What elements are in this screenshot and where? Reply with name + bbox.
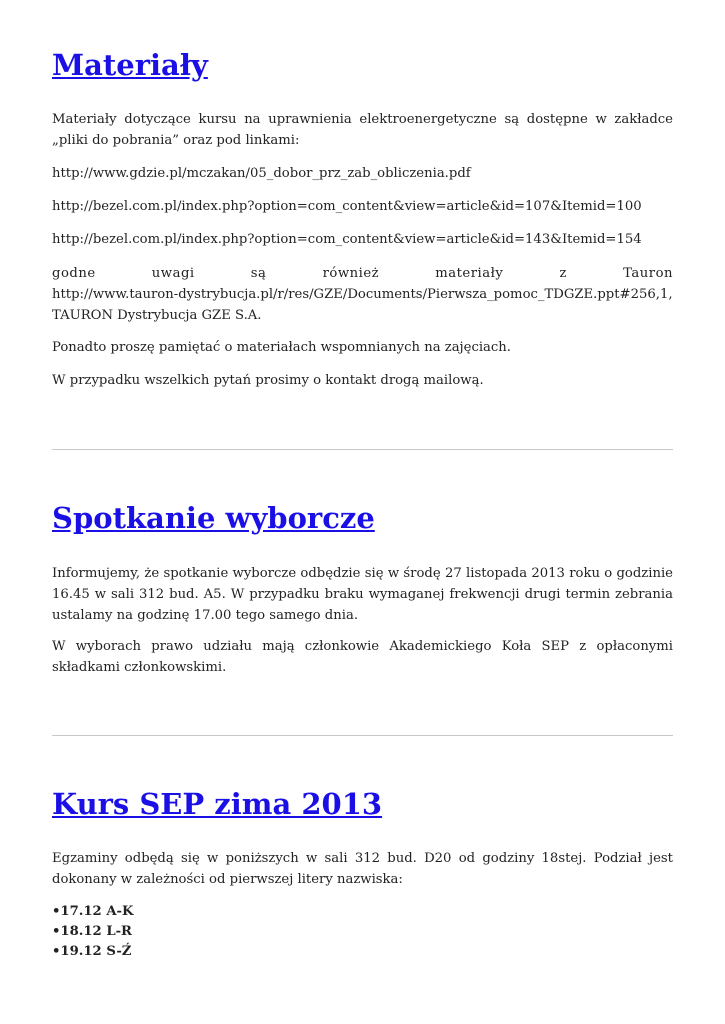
post-kurs <box>52 786 673 822</box>
post-title-link[interactable]: Kurs SEP zima 2013 <box>52 787 383 821</box>
post-title-link[interactable]: Spotkanie wyborcze <box>52 501 375 535</box>
post-body <box>52 109 673 151</box>
schedule-item: •19.12 S-Ź <box>52 944 132 959</box>
post-title <box>52 47 673 83</box>
reminder-text: Ponadto proszę pamiętać o materiałach wspomnianych na zajęciach. <box>52 340 511 355</box>
contact-text: W przypadku wszelkich pytań prosimy o kontakt drogą mailową. <box>52 373 484 388</box>
link-line: http://bezel.com.pl/index.php?option=com_content&view=article&id=143&Itemid=154 <box>52 232 642 247</box>
tauron-intro: godne uwagi są również materiały z Tauron <box>52 266 673 281</box>
post-title <box>52 786 673 822</box>
contact-paragraph <box>52 370 673 391</box>
post-title-link[interactable]: Materiały <box>52 48 208 82</box>
link-line: http://bezel.com.pl/index.php?option=com_content&view=article&id=107&Itemid=100 <box>52 199 642 214</box>
schedule-item: •17.12 A-K <box>52 904 134 919</box>
post-body <box>52 636 673 678</box>
post-body <box>52 563 673 626</box>
post-body <box>52 848 673 890</box>
post-spotkanie <box>52 500 673 536</box>
divider <box>52 735 673 736</box>
tauron-paragraph <box>52 263 673 326</box>
intro-text: Materiały dotyczące kursu na uprawnienia elektroenergetyczne są dostępne w zakładce „pliki do pobrania” oraz pod linkami: <box>52 112 673 148</box>
post-title <box>52 500 673 536</box>
divider <box>52 449 673 450</box>
link-line: http://www.gdzie.pl/mczakan/05_dobor_prz_zab_obliczenia.pdf <box>52 166 471 181</box>
exam-info-text: Egzaminy odbędą się w poniższych w sali 312 bud. D20 od godziny 18stej. Podział jest dokonany w zależności od pierwszej litery nazwiska: <box>52 851 673 887</box>
reminder-paragraph <box>52 337 673 358</box>
schedule-list <box>52 902 673 962</box>
eligibility-text: W wyborach prawo udziału mają członkowie Akademickiego Koła SEP z opłaconymi składkami członkowskimi. <box>52 639 673 675</box>
tauron-link: http://www.tauron-dystrybucja.pl/r/res/GZE/Documents/Pierwsza_pomoc_TDGZE.ppt#256,1,TAURON Dystrybucja GZE S.A. <box>52 287 673 323</box>
link-text <box>52 196 673 217</box>
post-materialy <box>52 47 673 83</box>
link-text <box>52 163 673 184</box>
link-text <box>52 229 673 250</box>
schedule-item: •18.12 L-R <box>52 924 133 939</box>
announcement-text: Informujemy, że spotkanie wyborcze odbędzie się w środę 27 listopada 2013 roku o godzinie 16.45 w sali 312 bud. A5. W przypadku braku wymaganej frekwencji drugi termin zebrania ustalamy na godzinę 17.00 tego samego dnia. <box>52 566 673 623</box>
